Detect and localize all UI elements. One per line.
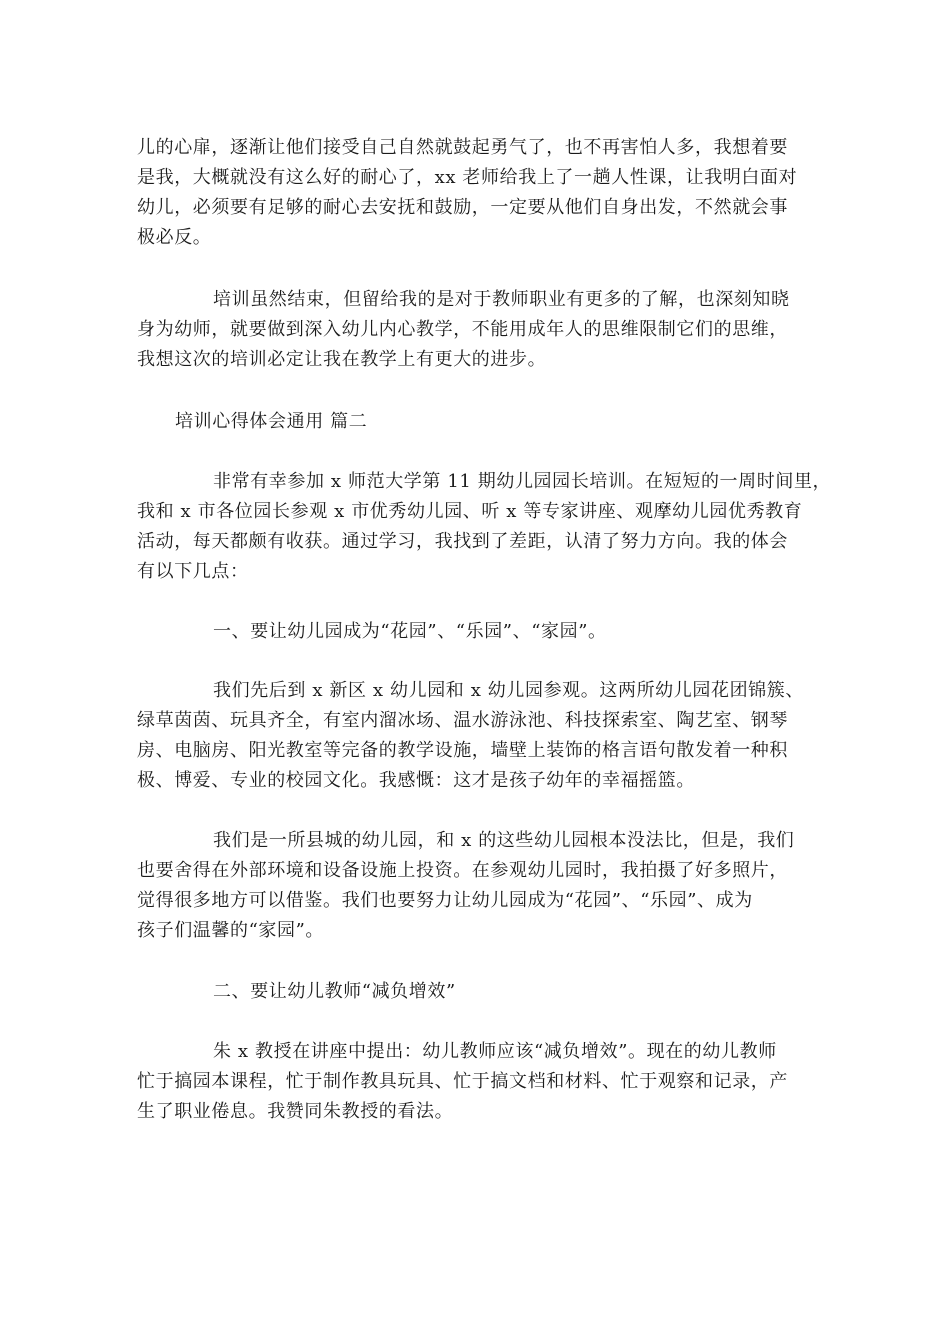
- paragraph-visit: [137, 676, 817, 796]
- paragraph-training-end: [137, 285, 817, 375]
- paragraph-continuation: [137, 133, 817, 253]
- paragraph-lecture: [137, 1037, 817, 1127]
- text-line: 极必反。: [137, 227, 212, 248]
- text-line: 儿的心扉，逐渐让他们接受自己自然就鼓起勇气了，也不再害怕人多，我想着要: [137, 137, 788, 158]
- text-line: 身为幼师，就要做到深入幼儿内心教学，不能用成年人的思维限制它们的思维，: [137, 319, 788, 340]
- text-line: 生了职业倦息。我赞同朱教授的看法。: [137, 1101, 454, 1122]
- paragraph-county-kindergarten: [137, 826, 817, 946]
- text-line: 活动，每天都颇有收获。通过学习，我找到了差距，认清了努力方向。我的体会: [137, 531, 788, 552]
- text-line: 我和 x 市各位园长参观 x 市优秀幼儿园、听 x 等专家讲座、观摩幼儿园优秀教育: [137, 501, 803, 522]
- text-line: 忙于搞园本课程，忙于制作教具玩具、忙于搞文档和材料、忙于观察和记录，产: [137, 1071, 788, 1092]
- text-line: 孩子们温馨的“家园”。: [137, 920, 325, 941]
- text-line: 非常有幸参加 x 师范大学第 11 期幼儿园园长培训。在短短的一周时间里，: [213, 471, 832, 492]
- point-heading-two: [137, 977, 817, 1007]
- text-line: 有以下几点：: [137, 561, 249, 582]
- text-line: 觉得很多地方可以借鉴。我们也要努力让幼儿园成为“花园”、“乐园”、成为: [137, 890, 753, 911]
- text-line: 朱 x 教授在讲座中提出：幼儿教师应该“减负增效”。现在的幼儿教师: [213, 1041, 777, 1062]
- text-line: 也要舍得在外部环境和设备设施上投资。在参观幼儿园时，我拍摄了好多照片，: [137, 860, 788, 881]
- text-line: 是我，大概就没有这么好的耐心了，xx 老师给我上了一趟人性课，让我明白面对: [137, 167, 798, 188]
- point-heading-one: [137, 617, 817, 647]
- section-title: [137, 407, 817, 437]
- text-line: 我想这次的培训必定让我在教学上有更大的进步。: [137, 349, 547, 370]
- paragraph-intro: [137, 467, 832, 587]
- section-title-text: 培训心得体会通用 篇二: [175, 411, 368, 432]
- text-line: 我们先后到 x 新区 x 幼儿园和 x 幼儿园参观。这两所幼儿园花团锦簇、: [213, 680, 804, 701]
- text-line: 培训虽然结束，但留给我的是对于教师职业有更多的了解，也深刻知晓: [213, 289, 790, 310]
- text-line: 我们是一所县城的幼儿园，和 x 的这些幼儿园根本没法比，但是，我们: [213, 830, 795, 851]
- text-line: 二、要让幼儿教师“减负增效”: [213, 981, 456, 1002]
- text-line: 一、要让幼儿园成为“花园”、“乐园”、“家园”。: [213, 621, 607, 642]
- text-line: 绿草茵茵、玩具齐全，有室内溜冰场、温水游泳池、科技探索室、陶艺室、钢琴: [137, 710, 788, 731]
- text-line: 房、电脑房、阳光教室等完备的教学设施，墙壁上装饰的格言语句散发着一种积: [137, 740, 788, 761]
- text-line: 极、博爱、专业的校园文化。我感慨：这才是孩子幼年的幸福摇篮。: [137, 770, 695, 791]
- text-line: 幼儿，必须要有足够的耐心去安抚和鼓励，一定要从他们自身出发，不然就会事: [137, 197, 788, 218]
